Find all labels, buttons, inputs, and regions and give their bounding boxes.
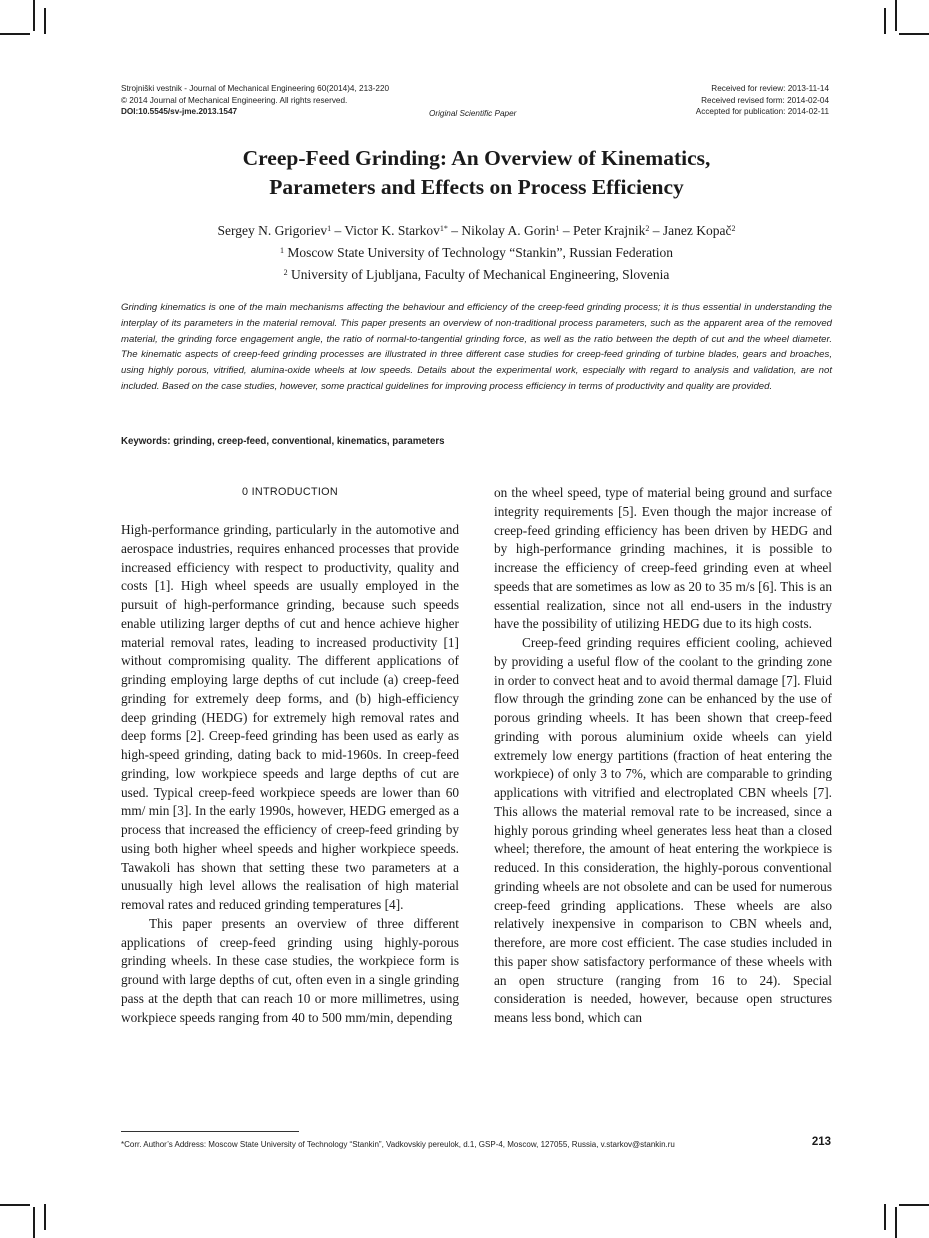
crop-mark [895,1207,897,1238]
crop-mark [0,1204,30,1206]
crop-mark [44,8,46,34]
abstract: Grinding kinematics is one of the main mechanisms affecting the behaviour and efficiency of the creep-feed grinding process; it is thus essential in understanding the interplay of its parameters in the material removal. This paper presents an overview of non-traditional process parameters, such as the apparent area of the removed material, the grinding force engagement angle, the ratio of normal-to-tangential grinding force, as well as the ratio between the depth of cut and the wheel diameter. The kinematic aspects of creep-feed grinding processes are illustrated in three different case studies for creep-feed grinding of turbine blades, gears and broaches, using highly porous, vitrified, alumina-oxide wheels at low speeds. Details about the experimental work, especially with regard to analysis and validation, are not included. Based on the case studies, however, some practical guidelines for improving process efficiency in terms of productivity and quality are provided. [121,302,832,392]
paragraph: High-performance grinding, particularly in the automotive and aerospace industries, requires enhanced processes that provide increased efficiency with respect to productivity, quality and costs [1]. High wheel speeds are usually employed in the pursuit of high-performance grinding, because such speeds enable utilizing larger depths of cut and hence achieve higher material removal rates, leading to increased productivity [1] without compromising quality. The different applications of grinding employing large depths of cut include (a) creep-feed grinding for extremely deep forms, and (b) high-efficiency deep grinding (HEDG) for extremely high removal rates and deep forms [2]. Creep-feed grinding has been used as early as high-speed grinding, dating back to mid-1960s. In creep-feed grinding, low workpiece speeds and large depths of cut are used. Typical creep-feed workpiece speeds are lower than 60 mm/ min [3]. In the early 1990s, however, HEDG emerged as a process that increased the efficiency of creep-feed grinding by using both higher wheel speeds and higher workpiece speeds. Tawakoli has shown that setting these two parameters at a unusually high level allows the realisation of high material removal rates and reduced grinding temperatures [4]. [121,522,459,912]
affiliation-2: $^2$ University of Ljubljana, Faculty of Mechanical Engineering, Slovenia [283,267,670,282]
crop-mark [44,1204,46,1230]
title-line-2: Parameters and Effects on Process Efficiency [269,175,684,199]
crop-mark [884,8,886,34]
journal-line: Strojniški vestnik - Journal of Mechanical Engineering 60(2014)4, 213-220 [121,84,390,93]
author-name: Sergey N. Grigoriev [217,223,328,238]
right-column [494,484,832,1028]
crop-mark [895,0,897,31]
crop-mark [33,1207,35,1238]
author-name: Nikolay A. Gorin [461,223,556,238]
review-dates [569,83,829,118]
corresponding-author-footnote: *Corr. Author’s Address: Moscow State University of Technology “Stankin”, Vadkovskiy pereulok, d.1, GSP-4, Moscow, 127055, Russia, v.starkov@stankin.ru [121,1140,675,1149]
doi-link[interactable]: DOI:10.5545/sv-jme.2013.1547 [121,107,238,116]
left-column [121,521,459,1027]
footnote-divider [121,1131,299,1132]
title-line-1: Creep-Feed Grinding: An Overview of Kinematics, [242,146,711,170]
crop-mark [899,1204,929,1206]
author-name: Janez Kopač [662,223,732,238]
paragraph: This paper presents an overview of three different applications of creep-feed grinding using highly-porous grinding wheels. In these case studies, the workpiece form is ground with large depths of cut, often even in a single grinding pass at the depth that can reach 10 or more millimetres, using workpiece speeds ranging from 40 to 500 mm/min, depending [121,915,459,1025]
affiliation-1: $^1$ Moscow State University of Technology “Stankin”, Russian Federation [279,245,674,260]
crop-mark [899,33,929,35]
crop-mark [884,1204,886,1230]
paragraph: on the wheel speed, type of material being ground and surface integrity requirements [5]. Even though the major increase of creep-feed grinding efficiency has been driven by HEDG and by high-performance grinding machines, it is possible to increase the efficiency of creep-feed grinding even at wheel speeds that are sometimes as low as 20 to 35 m/s [6]. This is an essential realization, since not all end-users in the industry have the possibility of utilizing HEDG due to its high costs. [494,485,832,632]
revised-date: Received revised form: 2014-02-04 [701,95,829,105]
keywords: Keywords: grinding, creep-feed, conventional, kinematics, parameters [121,436,445,447]
paper-title [121,144,832,202]
accepted-date: Accepted for publication: 2014-02-11 [695,107,829,116]
copyright-line: © 2014 Journal of Mechanical Engineering. All rights reserved. [121,95,348,105]
paper-type: Original Scientific Paper [429,109,517,118]
paragraph: Creep-feed grinding requires efficient cooling, achieved by providing a useful flow of the coolant to the grinding zone in order to convect heat and to avoid thermal damage [7]. Fluid flow through the grinding zone can be enhanced by the use of porous grinding wheels. It has been shown that creep-feed grinding with porous aluminium oxide wheels can yield extremely low energy partitions (fraction of heat entering the workpiece) of only 3 to 7%, which are comparable to grinding applications with vitrified and electroplated CBN wheels [7]. This allows the material removal rate to be increased, since a highly porous grinding wheel generates less heat than a closed wheel; therefore, the amount of heat entering the workpiece is reduced. In this consideration, the highly-porous conventional grinding wheels are not obsolete and can be used for numerous creep-feed grinding applications. These wheels are also relatively inexpensive in comparison to CBN wheels and, therefore, are more cost efficient. The case studies included in this paper show satisfactory performance of these wheels with an open structure (ranging from 16 to 24). Special consideration is needed, however, because open structures means less bond, which can [494,635,832,1025]
crop-mark [0,33,30,35]
crop-mark [33,0,35,31]
page-number: 213 [811,1136,831,1148]
author-name: Victor K. Starkov [344,223,440,238]
author-block [121,219,832,285]
received-date: Received for review: 2013-11-14 [711,84,829,93]
section-heading: 0 INTRODUCTION [242,486,338,498]
author-name: Peter Krajnik [573,223,646,238]
journal-header [121,83,451,118]
author-list: Sergey N. Grigoriev$^1$ – Victor K. Starkov$^{1*}$ – Nikolay A. Gorin$^1$ – Peter Krajnik$^2$ – Janez Kopač$^2$ [217,223,736,238]
